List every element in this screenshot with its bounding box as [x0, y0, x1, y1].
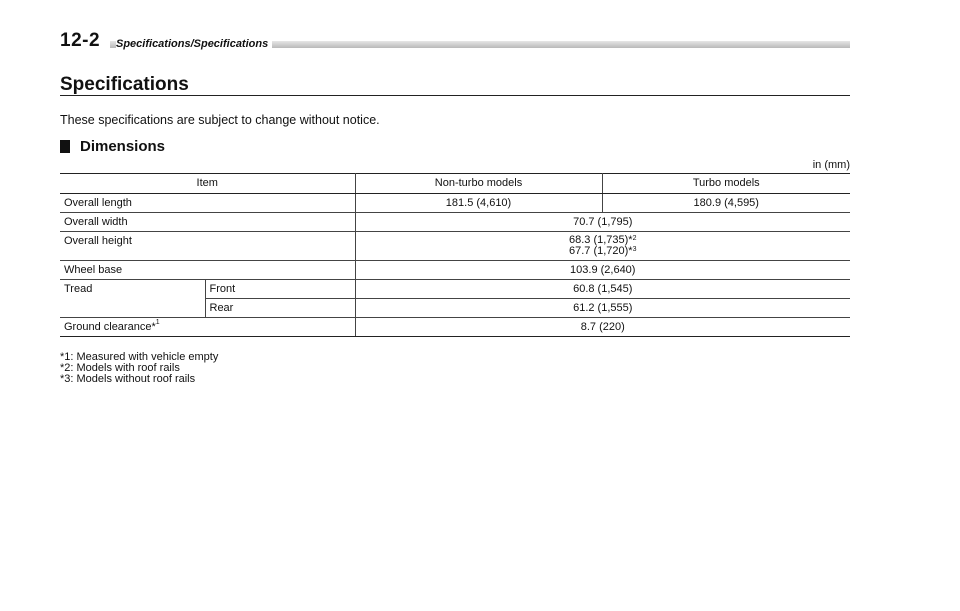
dimensions-heading	[60, 138, 165, 155]
tread-front-value: 60.8 (1,545)	[355, 280, 850, 299]
footnote-ref-3: 3	[632, 246, 637, 253]
black-square-icon	[60, 140, 70, 153]
overall-height-no-roof-rails: 67.7 (1,720)*	[568, 245, 633, 257]
row-label-overall-length: Overall length	[60, 194, 355, 213]
tread-front-label: Front	[205, 280, 355, 299]
row-label-wheel-base: Wheel base	[60, 261, 355, 280]
dimensions-table	[60, 173, 850, 337]
unit-label: in (mm)	[812, 159, 850, 171]
ground-clearance-value: 8.7 (220)	[355, 318, 850, 337]
column-header-item: Item	[60, 174, 355, 194]
footnote-3: *3: Models without roof rails	[60, 373, 196, 385]
header-title: Specifications/Specifications	[116, 38, 272, 50]
footnote-2: *2: Models with roof rails	[60, 362, 180, 374]
table-header-row	[60, 174, 850, 194]
column-header-non-turbo: Non-turbo models	[355, 174, 602, 194]
overall-length-non-turbo: 181.5 (4,610)	[355, 194, 602, 213]
section-title: Specifications	[60, 74, 189, 95]
row-label-tread: Tread	[60, 280, 205, 318]
table-row	[60, 261, 850, 280]
table-row	[60, 280, 850, 299]
row-label-overall-width: Overall width	[60, 213, 355, 232]
table-row	[60, 213, 850, 232]
overall-width-value: 70.7 (1,795)	[355, 213, 850, 232]
footnotes	[60, 352, 218, 385]
page-number: 12-2	[60, 30, 101, 51]
table-row	[60, 194, 850, 213]
page-header	[60, 30, 850, 56]
footnote-ref-2: 2	[632, 235, 637, 242]
tread-rear-value: 61.2 (1,555)	[355, 299, 850, 318]
section-rule	[60, 95, 850, 96]
wheel-base-value: 103.9 (2,640)	[355, 261, 850, 280]
tread-rear-label: Rear	[205, 299, 355, 318]
overall-height-value	[355, 232, 850, 261]
footnote-ref-1: 1	[155, 319, 160, 326]
footnote-1: *1: Measured with vehicle empty	[60, 351, 219, 363]
row-label-ground-clearance	[60, 318, 355, 337]
column-header-turbo: Turbo models	[602, 174, 850, 194]
table-row	[60, 318, 850, 337]
row-label-overall-height: Overall height	[60, 232, 355, 261]
overall-height-roof-rails: 68.3 (1,735)*	[568, 234, 633, 246]
ground-clearance-label: Ground clearance*	[64, 321, 156, 333]
intro-text: These specifications are subject to change without notice.	[60, 113, 380, 127]
overall-length-turbo: 180.9 (4,595)	[602, 194, 850, 213]
dimensions-heading-label: Dimensions	[80, 138, 166, 155]
table-row	[60, 232, 850, 261]
